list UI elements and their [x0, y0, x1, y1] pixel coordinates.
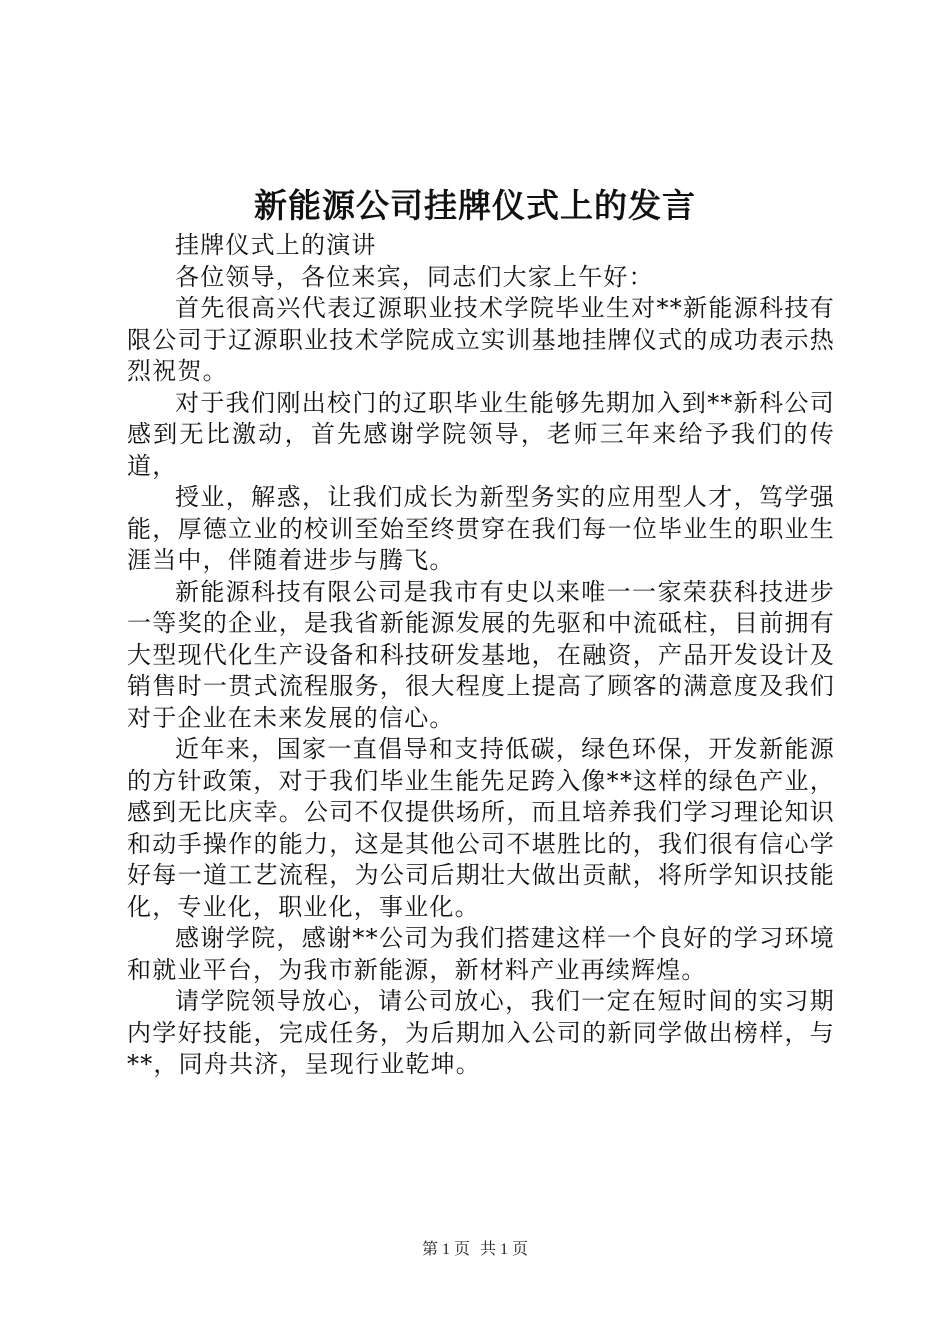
document-body [127, 230, 835, 1081]
document-title: 新能源公司挂牌仪式上的发言 [254, 186, 696, 225]
page-footer [0, 1238, 950, 1262]
paragraph-subtitle: 挂牌仪式上的演讲 [175, 231, 377, 259]
paragraph: 感谢学院，感谢**公司为我们搭建这样一个良好的学习环境和就业平台，为我市新能源，新材料产业再续辉煌。 [127, 924, 835, 984]
paragraph: 首先很高兴代表辽源职业技术学院毕业生对**新能源科技有限公司于辽源职业技术学院成立实训基地挂牌仪式的成功表示热烈祝贺。 [127, 294, 835, 385]
paragraph: 新能源科技有限公司是我市有史以来唯一一家荣获科技进步一等奖的企业，是我省新能源发展的先驱和中流砥柱，目前拥有大型现代化生产设备和科技研发基地，在融资，产品开发设计及销售时一贯式流程服务，很大程度上提高了顾客的满意度及我们对于企业在未来发展的信心。 [127, 577, 835, 732]
page-total: 共 1 页 [480, 1241, 529, 1258]
page-number: 第 1 页 [421, 1241, 470, 1258]
paragraph: 请学院领导放心，请公司放心，我们一定在短时间的实习期内学好技能，完成任务，为后期加入公司的新同学做出榜样，与**，同舟共济，呈现行业乾坤。 [127, 987, 835, 1078]
paragraph: 近年来，国家一直倡导和支持低碳，绿色环保，开发新能源的方针政策，对于我们毕业生能先足跨入像**这样的绿色产业，感到无比庆幸。公司不仅提供场所，而且培养我们学习理论知识和动手操作的能力，这是其他公司不堪胜比的，我们很有信心学好每一道工艺流程，为公司后期壮大做出贡献，将所学知识技能化，专业化，职业化，事业化。 [127, 735, 835, 921]
paragraph: 授业，解惑，让我们成长为新型务实的应用型人才，笃学强能，厚德立业的校训至始至终贯穿在我们每一位毕业生的职业生涯当中，伴随着进步与腾飞。 [127, 483, 835, 574]
paragraph-greeting: 各位领导，各位来宾，同志们大家上午好： [175, 262, 654, 291]
paragraph: 对于我们刚出校门的辽职毕业生能够先期加入到**新科公司感到无比激动，首先感谢学院领导，老师三年来给予我们的传道， [127, 388, 835, 480]
